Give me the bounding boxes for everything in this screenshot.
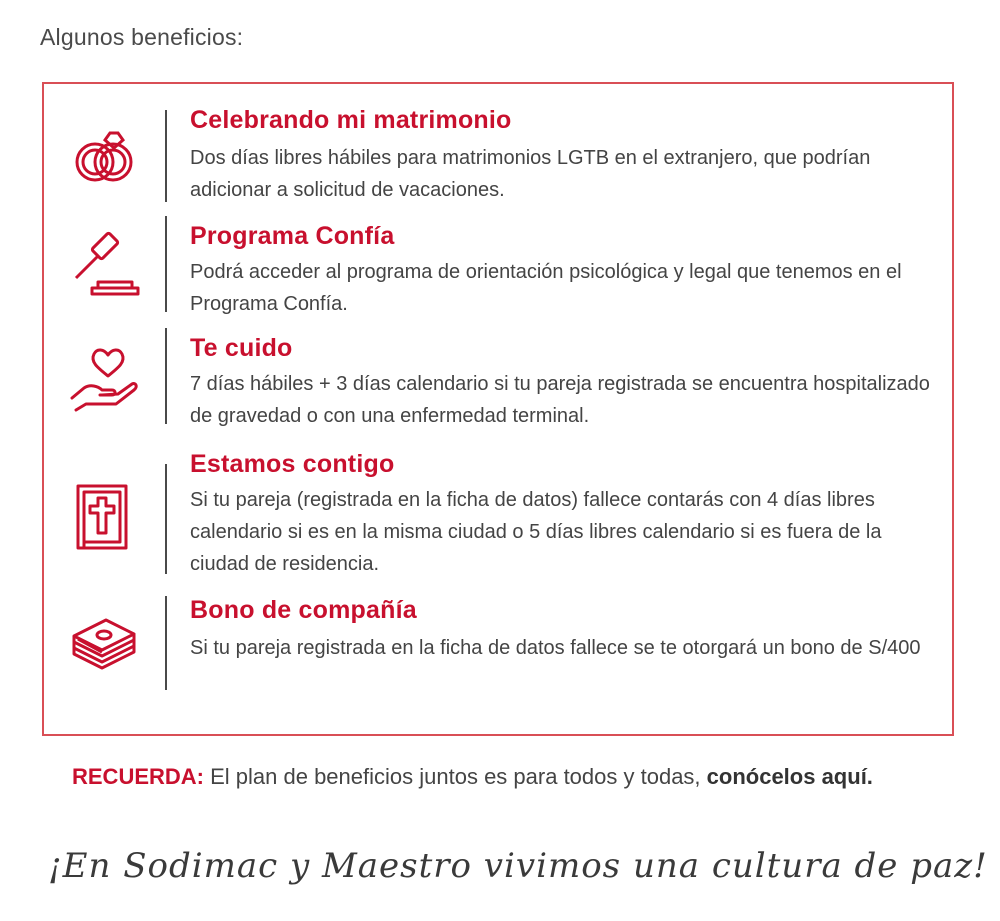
benefit-title: Celebrando mi matrimonio: [190, 106, 512, 134]
divider: [165, 110, 167, 202]
divider: [165, 328, 167, 424]
benefit-item-confia: [44, 214, 952, 322]
gavel-icon: [68, 228, 140, 300]
divider: [165, 216, 167, 312]
benefit-item-matrimonio: [44, 102, 952, 212]
benefit-item-estamos-contigo: [44, 448, 952, 588]
divider: [165, 596, 167, 690]
heart-hand-icon: [68, 342, 140, 414]
benefit-description: Dos días libres hábiles para matrimonios LGTB en el extranjero, que podrían adicionar a solicitud de vacaciones.: [190, 147, 871, 201]
benefit-description: 7 días hábiles + 3 días calendario si tu pareja registrada se encuentra hospitalizado de gravedad o con una enfermedad terminal.: [190, 373, 930, 427]
divider: [165, 464, 167, 574]
reminder-text: [72, 764, 873, 790]
bible-cross-icon: [68, 482, 140, 554]
benefit-title: Estamos contigo: [190, 450, 395, 478]
benefit-item-bono-compania: [44, 596, 952, 706]
benefit-item-te-cuido: [44, 328, 952, 436]
motto-slogan: ¡En Sodimac y Maestro vivimos una cultura de paz!: [48, 846, 988, 886]
wedding-rings-icon: [68, 116, 140, 188]
benefits-box: [42, 82, 954, 736]
benefit-title: Bono de compañía: [190, 596, 417, 624]
benefit-description: Si tu pareja (registrada en la ficha de datos) fallece contarás con 4 días libres calendario si es en la misma ciudad o 5 días libres calendario si es fuera de la ciudad de residencia.: [190, 489, 882, 575]
benefit-title: Te cuido: [190, 334, 293, 362]
benefit-title: Programa Confía: [190, 222, 395, 250]
intro-heading: Algunos beneficios:: [40, 24, 244, 50]
benefit-description: Si tu pareja registrada en la ficha de datos fallece se te otorgará un bono de S/400: [190, 637, 921, 659]
reminder-body: El plan de beneficios juntos es para todos y todas,: [204, 764, 707, 789]
benefit-description: Podrá acceder al programa de orientación psicológica y legal que tenemos en el Programa Confía.: [190, 261, 902, 315]
money-stack-icon: [68, 606, 140, 678]
reminder-label: RECUERDA:: [72, 764, 204, 789]
benefits-link[interactable]: conócelos aquí.: [706, 764, 873, 789]
